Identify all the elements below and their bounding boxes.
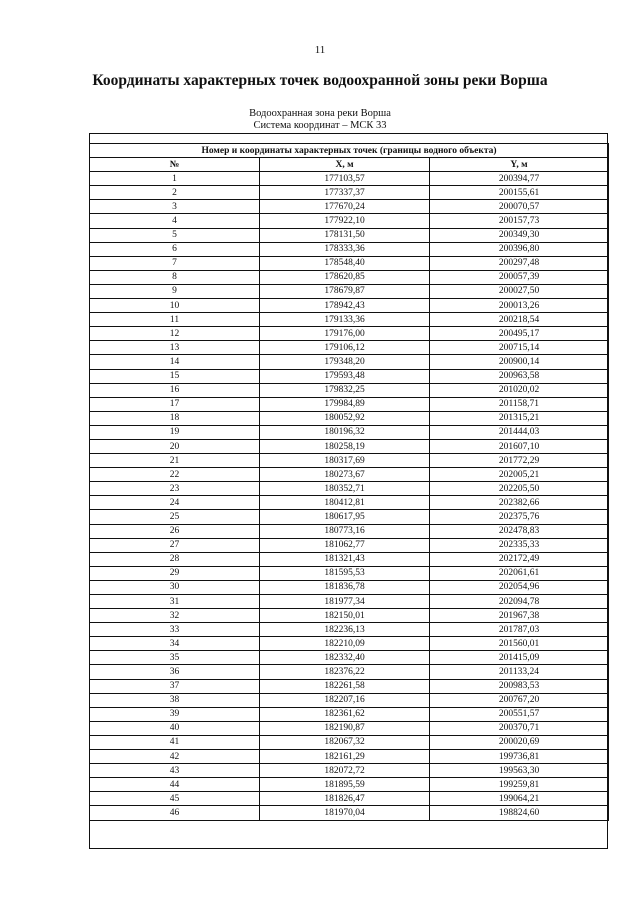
cell-x: 180352,71 — [260, 482, 430, 496]
cell-y: 198824,60 — [430, 806, 609, 820]
table-row — [90, 721, 609, 735]
table-row — [90, 496, 609, 510]
cell-y: 200297,48 — [430, 256, 609, 270]
cell-y: 200715,14 — [430, 341, 609, 355]
cell-number: 11 — [90, 313, 260, 327]
cell-x: 180317,69 — [260, 454, 430, 468]
table-row — [90, 580, 609, 594]
cell-number: 20 — [90, 439, 260, 453]
table-group-header: Номер и координаты характерных точек (границы водного объекта) — [90, 144, 609, 158]
table-row — [90, 623, 609, 637]
cell-number: 39 — [90, 707, 260, 721]
cell-y: 200963,58 — [430, 369, 609, 383]
table-row — [90, 397, 609, 411]
cell-y: 199736,81 — [430, 750, 609, 764]
table-row — [90, 637, 609, 651]
table-row — [90, 693, 609, 707]
cell-y: 202061,61 — [430, 566, 609, 580]
cell-y: 200155,61 — [430, 186, 609, 200]
cell-x: 182072,72 — [260, 764, 430, 778]
table-group-header-row — [90, 144, 609, 158]
cell-y: 202478,83 — [430, 524, 609, 538]
column-header-number: № — [90, 158, 260, 172]
cell-number: 30 — [90, 580, 260, 594]
cell-x: 181062,77 — [260, 538, 430, 552]
table-row — [90, 806, 609, 820]
table-row — [90, 341, 609, 355]
table-row — [90, 299, 609, 313]
cell-y: 201158,71 — [430, 397, 609, 411]
cell-number: 9 — [90, 284, 260, 298]
table-row — [90, 214, 609, 228]
cell-y: 199563,30 — [430, 764, 609, 778]
cell-x: 177103,57 — [260, 172, 430, 186]
cell-number: 23 — [90, 482, 260, 496]
cell-y: 202172,49 — [430, 552, 609, 566]
coordinates-table — [89, 143, 609, 821]
table-row — [90, 595, 609, 609]
table-row — [90, 256, 609, 270]
subtitle-zone: Водоохранная зона реки Ворша — [249, 108, 391, 119]
cell-x: 182361,62 — [260, 707, 430, 721]
cell-y: 202205,50 — [430, 482, 609, 496]
cell-x: 180052,92 — [260, 411, 430, 425]
cell-number: 31 — [90, 595, 260, 609]
table-row — [90, 284, 609, 298]
cell-y: 201967,38 — [430, 609, 609, 623]
table-row — [90, 200, 609, 214]
cell-y: 200349,30 — [430, 228, 609, 242]
cell-x: 180196,32 — [260, 425, 430, 439]
table-row — [90, 552, 609, 566]
cell-y: 201787,03 — [430, 623, 609, 637]
cell-number: 32 — [90, 609, 260, 623]
cell-x: 179984,89 — [260, 397, 430, 411]
cell-number: 10 — [90, 299, 260, 313]
cell-y: 202382,66 — [430, 496, 609, 510]
cell-number: 15 — [90, 369, 260, 383]
table-row — [90, 383, 609, 397]
cell-y: 200020,69 — [430, 735, 609, 749]
cell-number: 29 — [90, 566, 260, 580]
cell-number: 6 — [90, 242, 260, 256]
cell-y: 200370,71 — [430, 721, 609, 735]
cell-number: 7 — [90, 256, 260, 270]
cell-x: 179176,00 — [260, 327, 430, 341]
table-row — [90, 538, 609, 552]
table-row — [90, 454, 609, 468]
cell-x: 179832,25 — [260, 383, 430, 397]
cell-x: 182190,87 — [260, 721, 430, 735]
cell-number: 41 — [90, 735, 260, 749]
cell-number: 26 — [90, 524, 260, 538]
cell-x: 179348,20 — [260, 355, 430, 369]
page-number: 11 — [314, 44, 326, 56]
cell-number: 3 — [90, 200, 260, 214]
cell-y: 201133,24 — [430, 665, 609, 679]
table-row — [90, 468, 609, 482]
table-row — [90, 510, 609, 524]
cell-number: 33 — [90, 623, 260, 637]
cell-y: 200070,57 — [430, 200, 609, 214]
table-body — [90, 172, 609, 820]
cell-number: 17 — [90, 397, 260, 411]
cell-number: 14 — [90, 355, 260, 369]
table-row — [90, 609, 609, 623]
cell-number: 46 — [90, 806, 260, 820]
cell-number: 24 — [90, 496, 260, 510]
table-row — [90, 792, 609, 806]
cell-y: 200396,80 — [430, 242, 609, 256]
cell-y: 200027,50 — [430, 284, 609, 298]
cell-x: 178942,43 — [260, 299, 430, 313]
table-column-header-row — [90, 158, 609, 172]
table-row — [90, 750, 609, 764]
table-row — [90, 679, 609, 693]
cell-x: 179106,12 — [260, 341, 430, 355]
cell-y: 199064,21 — [430, 792, 609, 806]
cell-number: 36 — [90, 665, 260, 679]
cell-number: 4 — [90, 214, 260, 228]
cell-x: 181970,04 — [260, 806, 430, 820]
cell-number: 1 — [90, 172, 260, 186]
table-row — [90, 425, 609, 439]
cell-number: 38 — [90, 693, 260, 707]
table-row — [90, 228, 609, 242]
cell-number: 35 — [90, 651, 260, 665]
cell-number: 44 — [90, 778, 260, 792]
cell-number: 27 — [90, 538, 260, 552]
cell-x: 181895,59 — [260, 778, 430, 792]
cell-y: 202054,96 — [430, 580, 609, 594]
cell-number: 8 — [90, 270, 260, 284]
table-row — [90, 735, 609, 749]
cell-y: 200057,39 — [430, 270, 609, 284]
table-row — [90, 524, 609, 538]
table-row — [90, 764, 609, 778]
table-row — [90, 651, 609, 665]
cell-x: 182261,58 — [260, 679, 430, 693]
table-row — [90, 242, 609, 256]
cell-x: 178548,40 — [260, 256, 430, 270]
table-row — [90, 566, 609, 580]
cell-x: 182376,22 — [260, 665, 430, 679]
cell-x: 177922,10 — [260, 214, 430, 228]
cell-y: 201772,29 — [430, 454, 609, 468]
cell-y: 201607,10 — [430, 439, 609, 453]
table-row — [90, 665, 609, 679]
cell-x: 179593,48 — [260, 369, 430, 383]
cell-number: 43 — [90, 764, 260, 778]
cell-number: 5 — [90, 228, 260, 242]
cell-number: 28 — [90, 552, 260, 566]
column-header-x: X, м — [260, 158, 430, 172]
cell-y: 200157,73 — [430, 214, 609, 228]
cell-x: 178131,50 — [260, 228, 430, 242]
cell-x: 181977,34 — [260, 595, 430, 609]
cell-x: 182332,40 — [260, 651, 430, 665]
cell-x: 180412,81 — [260, 496, 430, 510]
cell-y: 200218,54 — [430, 313, 609, 327]
cell-number: 42 — [90, 750, 260, 764]
table-row — [90, 369, 609, 383]
table-row — [90, 411, 609, 425]
table-row — [90, 482, 609, 496]
cell-x: 180617,95 — [260, 510, 430, 524]
cell-y: 201415,09 — [430, 651, 609, 665]
table-row — [90, 172, 609, 186]
cell-number: 13 — [90, 341, 260, 355]
table-row — [90, 186, 609, 200]
cell-y: 201560,01 — [430, 637, 609, 651]
table-row — [90, 778, 609, 792]
column-header-y: Y, м — [430, 158, 609, 172]
cell-y: 202375,76 — [430, 510, 609, 524]
cell-x: 177337,37 — [260, 186, 430, 200]
cell-number: 45 — [90, 792, 260, 806]
cell-x: 178679,87 — [260, 284, 430, 298]
cell-y: 199259,81 — [430, 778, 609, 792]
cell-y: 202335,33 — [430, 538, 609, 552]
cell-number: 18 — [90, 411, 260, 425]
cell-number: 21 — [90, 454, 260, 468]
cell-x: 182161,29 — [260, 750, 430, 764]
cell-y: 201020,02 — [430, 383, 609, 397]
cell-x: 182236,13 — [260, 623, 430, 637]
cell-x: 180258,19 — [260, 439, 430, 453]
cell-number: 40 — [90, 721, 260, 735]
cell-x: 182207,16 — [260, 693, 430, 707]
cell-y: 200394,77 — [430, 172, 609, 186]
cell-x: 180773,16 — [260, 524, 430, 538]
cell-y: 200767,20 — [430, 693, 609, 707]
cell-x: 181836,78 — [260, 580, 430, 594]
cell-x: 177670,24 — [260, 200, 430, 214]
cell-x: 179133,36 — [260, 313, 430, 327]
document-title: Координаты характерных точек водоохранной зоны реки Ворша — [92, 72, 548, 89]
cell-number: 19 — [90, 425, 260, 439]
cell-y: 202094,78 — [430, 595, 609, 609]
cell-x: 181321,43 — [260, 552, 430, 566]
cell-number: 22 — [90, 468, 260, 482]
cell-x: 182067,32 — [260, 735, 430, 749]
cell-y: 200013,26 — [430, 299, 609, 313]
cell-x: 180273,67 — [260, 468, 430, 482]
subtitle-coordinate-system: Система координат – МСК 33 — [253, 120, 387, 131]
table-row — [90, 270, 609, 284]
table-row — [90, 707, 609, 721]
cell-x: 181826,47 — [260, 792, 430, 806]
cell-y: 202005,21 — [430, 468, 609, 482]
cell-y: 200495,17 — [430, 327, 609, 341]
cell-number: 12 — [90, 327, 260, 341]
cell-x: 178620,85 — [260, 270, 430, 284]
cell-number: 25 — [90, 510, 260, 524]
cell-y: 200900,14 — [430, 355, 609, 369]
cell-y: 200983,53 — [430, 679, 609, 693]
cell-number: 37 — [90, 679, 260, 693]
table-row — [90, 355, 609, 369]
cell-y: 201315,21 — [430, 411, 609, 425]
cell-y: 200551,57 — [430, 707, 609, 721]
cell-x: 182210,09 — [260, 637, 430, 651]
cell-number: 2 — [90, 186, 260, 200]
cell-number: 16 — [90, 383, 260, 397]
table-row — [90, 313, 609, 327]
cell-x: 181595,53 — [260, 566, 430, 580]
cell-x: 178333,36 — [260, 242, 430, 256]
cell-number: 34 — [90, 637, 260, 651]
cell-y: 201444,03 — [430, 425, 609, 439]
table-row — [90, 439, 609, 453]
cell-x: 182150,01 — [260, 609, 430, 623]
table-row — [90, 327, 609, 341]
